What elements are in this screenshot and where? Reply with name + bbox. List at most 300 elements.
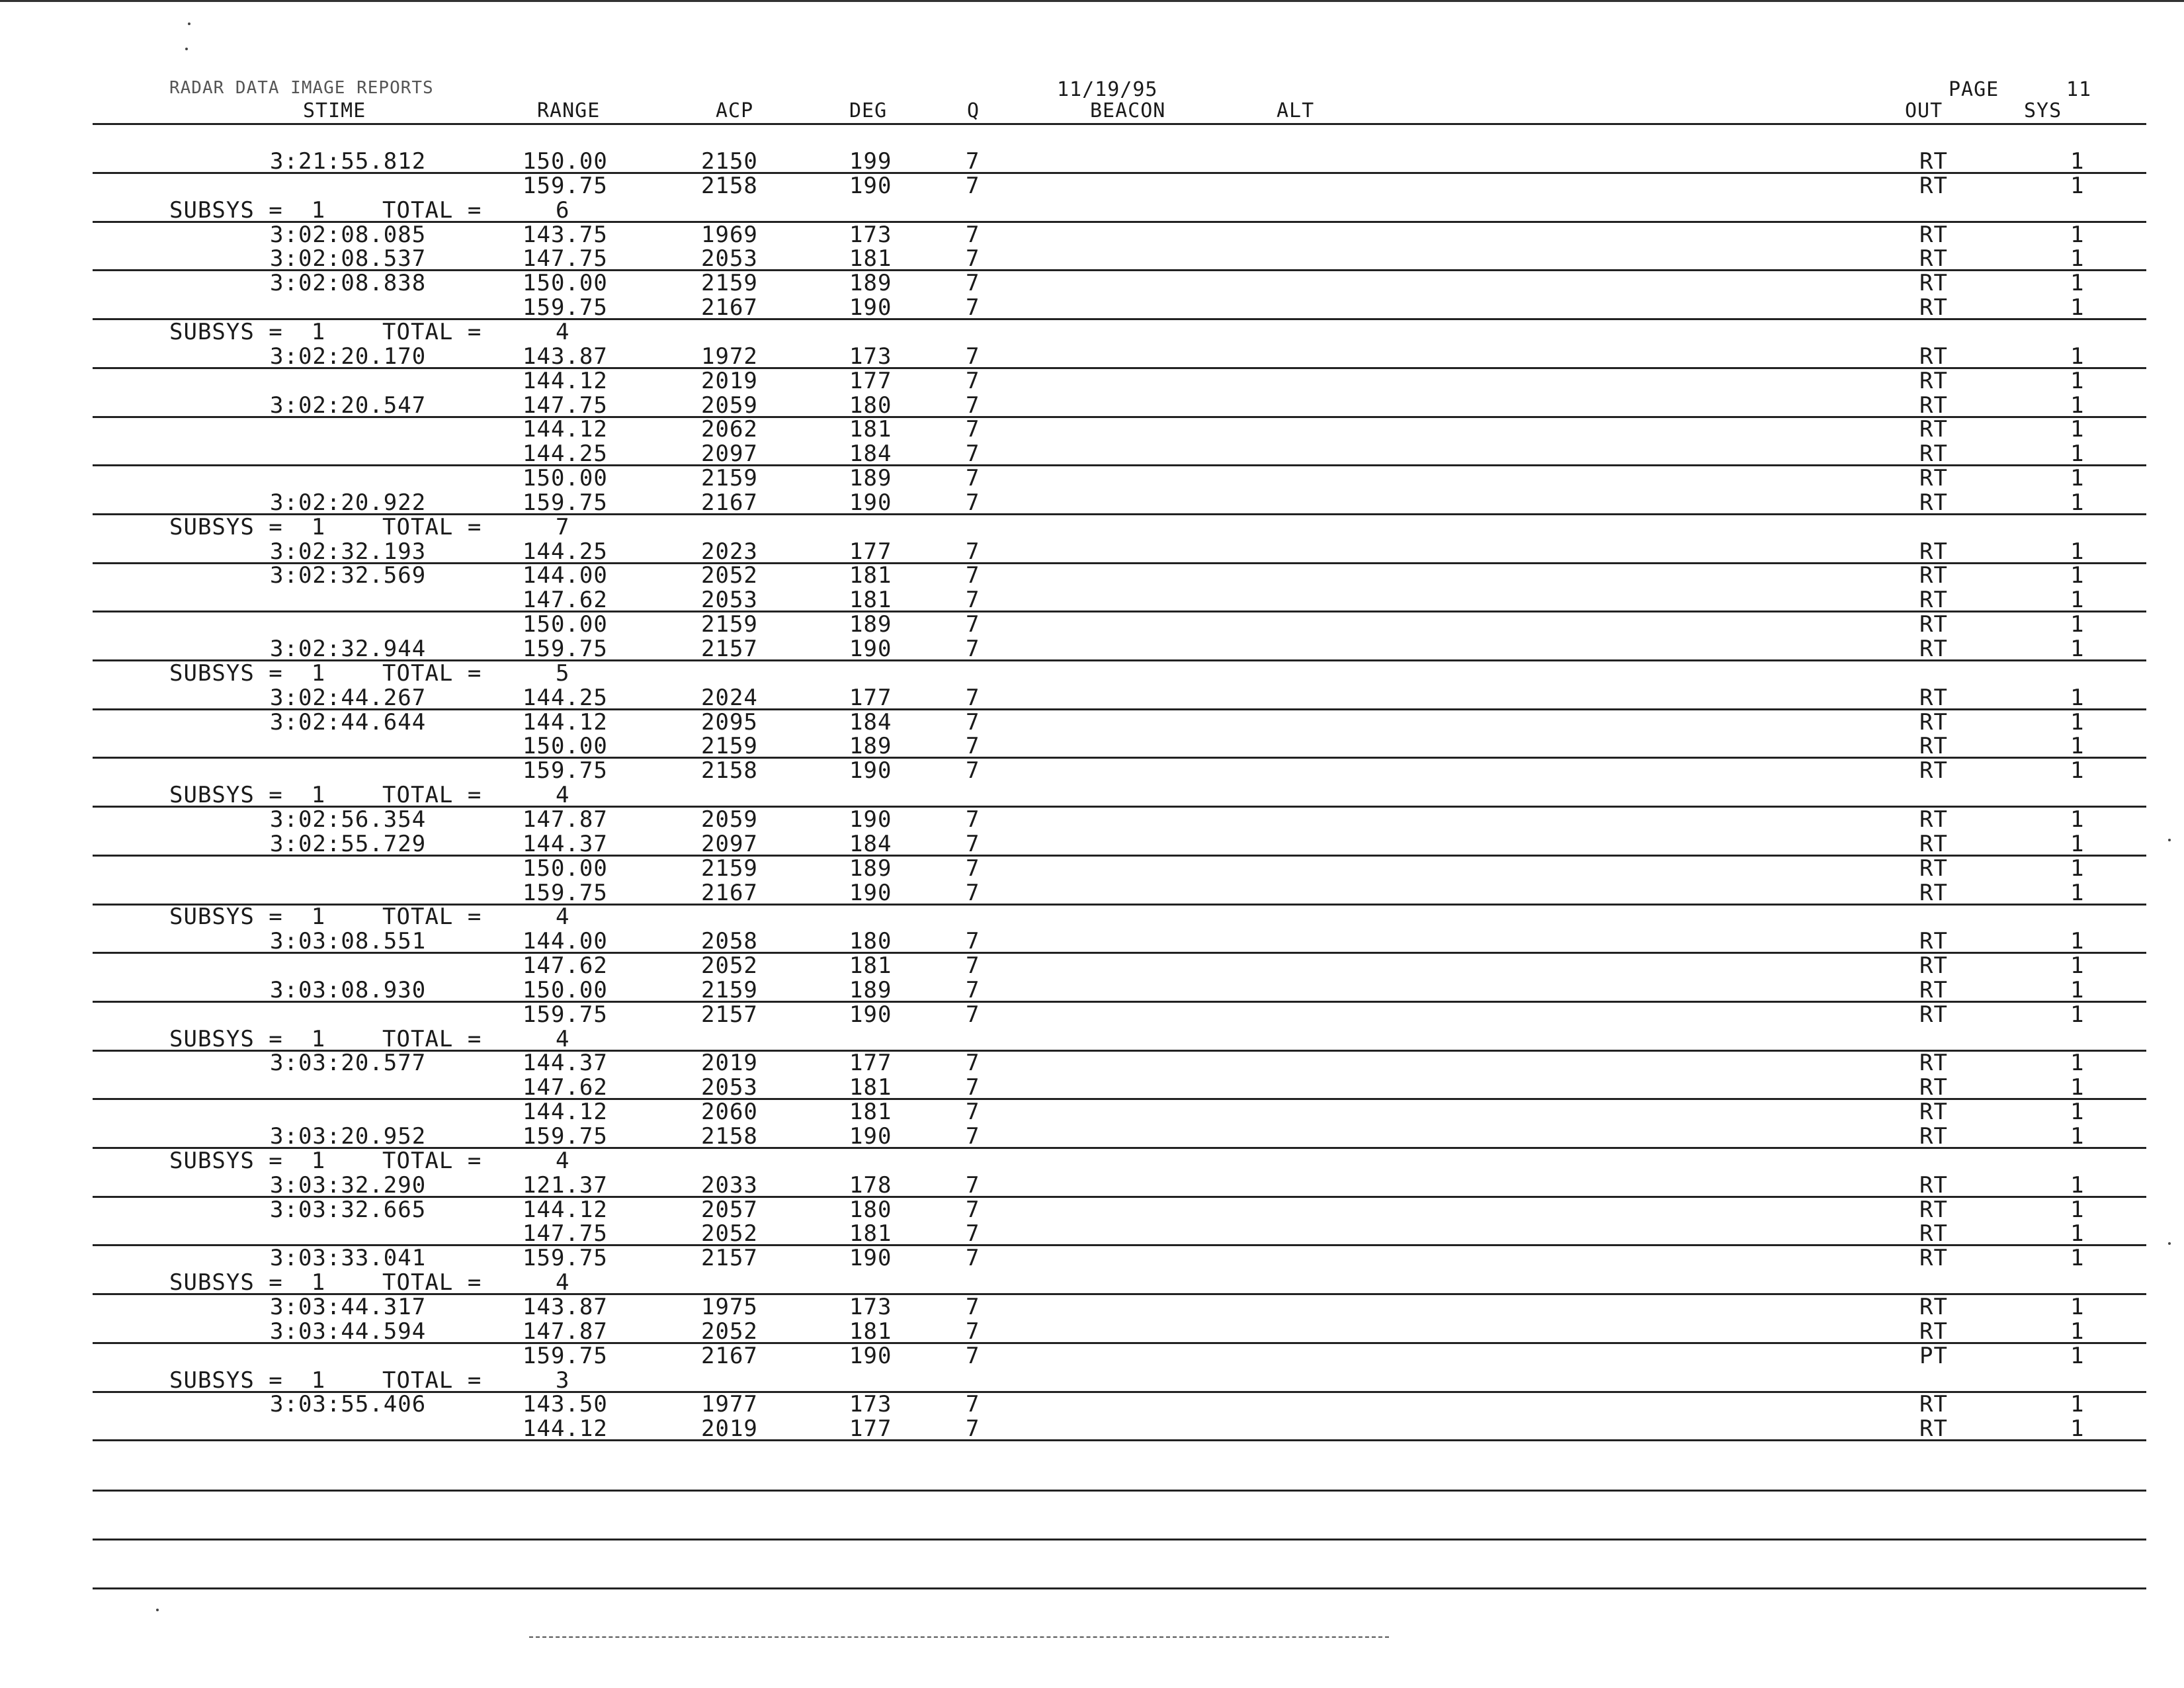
subsys-total: 3 bbox=[556, 1367, 570, 1394]
acp-cell: 1969 bbox=[701, 222, 758, 248]
acp-cell: 2057 bbox=[701, 1197, 758, 1223]
out-cell: RT bbox=[1919, 368, 1948, 394]
deg-cell: 190 bbox=[849, 1123, 892, 1150]
q-cell: 7 bbox=[966, 1245, 980, 1271]
range-cell: 159.75 bbox=[523, 1245, 608, 1271]
q-cell: 7 bbox=[966, 806, 980, 833]
q-cell: 7 bbox=[966, 880, 980, 906]
q-cell: 7 bbox=[966, 1343, 980, 1369]
blank-rule bbox=[93, 1587, 2146, 1589]
range-cell: 144.12 bbox=[523, 1197, 608, 1223]
deg-cell: 189 bbox=[849, 270, 892, 296]
q-cell: 7 bbox=[966, 611, 980, 638]
deg-cell: 181 bbox=[849, 416, 892, 443]
range-cell: 150.00 bbox=[523, 465, 608, 491]
deg-cell: 190 bbox=[849, 757, 892, 784]
range-cell: 159.75 bbox=[523, 294, 608, 321]
scan-speck bbox=[2168, 1242, 2171, 1245]
row-rule bbox=[93, 1001, 2146, 1003]
blank-rule bbox=[93, 1490, 2146, 1492]
acp-cell: 2167 bbox=[701, 880, 758, 906]
subsys-label: SUBSYS = 1 TOTAL = bbox=[169, 904, 482, 930]
range-cell: 144.12 bbox=[523, 709, 608, 736]
acp-cell: 1975 bbox=[701, 1294, 758, 1320]
stime-cell: 3:03:44.594 bbox=[270, 1318, 427, 1345]
range-cell: 159.75 bbox=[523, 757, 608, 784]
q-cell: 7 bbox=[966, 173, 980, 199]
sys-cell: 1 bbox=[2070, 928, 2085, 954]
sys-cell: 1 bbox=[2070, 880, 2085, 906]
subsys-total: 4 bbox=[556, 782, 570, 808]
acp-cell: 2052 bbox=[701, 562, 758, 589]
sys-cell: 1 bbox=[2070, 441, 2085, 467]
sys-cell: 1 bbox=[2070, 294, 2085, 321]
range-cell: 147.75 bbox=[523, 1220, 608, 1247]
blank-rule bbox=[93, 1539, 2146, 1540]
q-cell: 7 bbox=[966, 562, 980, 589]
sys-cell: 1 bbox=[2070, 1172, 2085, 1199]
q-cell: 7 bbox=[966, 1074, 980, 1101]
q-cell: 7 bbox=[966, 489, 980, 516]
subsys-label: SUBSYS = 1 TOTAL = bbox=[169, 1026, 482, 1052]
range-cell: 150.00 bbox=[523, 977, 608, 1003]
out-cell: RT bbox=[1919, 928, 1948, 954]
subsys-label: SUBSYS = 1 TOTAL = bbox=[169, 319, 482, 345]
range-cell: 147.62 bbox=[523, 1074, 608, 1101]
deg-cell: 189 bbox=[849, 855, 892, 882]
sys-cell: 1 bbox=[2070, 270, 2085, 296]
deg-cell: 181 bbox=[849, 245, 892, 272]
subsys-total: 4 bbox=[556, 904, 570, 930]
out-cell: PT bbox=[1919, 1343, 1948, 1369]
subsys-label: SUBSYS = 1 TOTAL = bbox=[169, 782, 482, 808]
deg-cell: 184 bbox=[849, 441, 892, 467]
out-cell: RT bbox=[1919, 1294, 1948, 1320]
stime-cell: 3:02:44.644 bbox=[270, 709, 427, 736]
row-rule bbox=[93, 855, 2146, 857]
range-cell: 150.00 bbox=[523, 611, 608, 638]
acp-cell: 2023 bbox=[701, 538, 758, 565]
out-cell: RT bbox=[1919, 1391, 1948, 1417]
q-cell: 7 bbox=[966, 294, 980, 321]
acp-cell: 2033 bbox=[701, 1172, 758, 1199]
sys-cell: 1 bbox=[2070, 148, 2085, 175]
subsys-label: SUBSYS = 1 TOTAL = bbox=[169, 660, 482, 687]
out-cell: RT bbox=[1919, 952, 1948, 979]
range-cell: 144.37 bbox=[523, 831, 608, 857]
acp-cell: 2157 bbox=[701, 1001, 758, 1028]
q-cell: 7 bbox=[966, 1050, 980, 1076]
sys-cell: 1 bbox=[2070, 1220, 2085, 1247]
row-rule bbox=[93, 1098, 2146, 1100]
torn-rule bbox=[529, 1636, 1389, 1638]
stime-cell: 3:03:20.952 bbox=[270, 1123, 427, 1150]
out-cell: RT bbox=[1919, 685, 1948, 711]
range-cell: 143.87 bbox=[523, 1294, 608, 1320]
range-cell: 150.00 bbox=[523, 148, 608, 175]
sys-cell: 1 bbox=[2070, 855, 2085, 882]
q-cell: 7 bbox=[966, 1391, 980, 1417]
sys-cell: 1 bbox=[2070, 368, 2085, 394]
acp-cell: 2053 bbox=[701, 1074, 758, 1101]
q-cell: 7 bbox=[966, 1294, 980, 1320]
q-cell: 7 bbox=[966, 1415, 980, 1442]
out-cell: RT bbox=[1919, 1318, 1948, 1345]
acp-cell: 2167 bbox=[701, 1343, 758, 1369]
sys-cell: 1 bbox=[2070, 611, 2085, 638]
deg-cell: 180 bbox=[849, 1197, 892, 1223]
out-cell: RT bbox=[1919, 636, 1948, 662]
sys-cell: 1 bbox=[2070, 1294, 2085, 1320]
sys-cell: 1 bbox=[2070, 1099, 2085, 1125]
range-cell: 150.00 bbox=[523, 270, 608, 296]
stime-cell: 3:02:20.170 bbox=[270, 343, 427, 370]
stime-cell: 3:02:32.193 bbox=[270, 538, 427, 565]
out-cell: RT bbox=[1919, 538, 1948, 565]
subsys-label: SUBSYS = 1 TOTAL = bbox=[169, 514, 482, 540]
acp-cell: 2150 bbox=[701, 148, 758, 175]
out-cell: RT bbox=[1919, 173, 1948, 199]
q-cell: 7 bbox=[966, 587, 980, 613]
stime-cell: 3:03:33.041 bbox=[270, 1245, 427, 1271]
deg-cell: 181 bbox=[849, 1099, 892, 1125]
out-cell: RT bbox=[1919, 1245, 1948, 1271]
deg-cell: 180 bbox=[849, 928, 892, 954]
out-cell: RT bbox=[1919, 831, 1948, 857]
deg-cell: 173 bbox=[849, 222, 892, 248]
range-cell: 147.75 bbox=[523, 392, 608, 419]
range-cell: 144.12 bbox=[523, 416, 608, 443]
out-cell: RT bbox=[1919, 294, 1948, 321]
acp-cell: 1972 bbox=[701, 343, 758, 370]
range-cell: 144.25 bbox=[523, 538, 608, 565]
deg-cell: 177 bbox=[849, 538, 892, 565]
stime-cell: 3:21:55.812 bbox=[270, 148, 427, 175]
sys-cell: 1 bbox=[2070, 465, 2085, 491]
deg-cell: 199 bbox=[849, 148, 892, 175]
range-cell: 144.37 bbox=[523, 1050, 608, 1076]
deg-cell: 189 bbox=[849, 977, 892, 1003]
sys-cell: 1 bbox=[2070, 685, 2085, 711]
acp-cell: 2052 bbox=[701, 952, 758, 979]
acp-cell: 2159 bbox=[701, 855, 758, 882]
range-cell: 144.12 bbox=[523, 1099, 608, 1125]
col-header-q: Q bbox=[967, 99, 980, 122]
q-cell: 7 bbox=[966, 636, 980, 662]
sys-cell: 1 bbox=[2070, 1318, 2085, 1345]
deg-cell: 190 bbox=[849, 806, 892, 833]
acp-cell: 2059 bbox=[701, 806, 758, 833]
deg-cell: 180 bbox=[849, 392, 892, 419]
range-cell: 144.00 bbox=[523, 928, 608, 954]
out-cell: RT bbox=[1919, 562, 1948, 589]
deg-cell: 189 bbox=[849, 733, 892, 759]
sys-cell: 1 bbox=[2070, 587, 2085, 613]
acp-cell: 2167 bbox=[701, 294, 758, 321]
acp-cell: 2052 bbox=[701, 1318, 758, 1345]
stime-cell: 3:02:08.537 bbox=[270, 245, 427, 272]
scan-speck bbox=[2168, 839, 2171, 841]
acp-cell: 2159 bbox=[701, 270, 758, 296]
stime-cell: 3:02:08.085 bbox=[270, 222, 427, 248]
col-header-range: RANGE bbox=[537, 99, 601, 122]
acp-cell: 2095 bbox=[701, 709, 758, 736]
out-cell: RT bbox=[1919, 343, 1948, 370]
page-top-edge bbox=[0, 0, 2184, 2]
q-cell: 7 bbox=[966, 538, 980, 565]
q-cell: 7 bbox=[966, 1001, 980, 1028]
sys-cell: 1 bbox=[2070, 1050, 2085, 1076]
acp-cell: 1977 bbox=[701, 1391, 758, 1417]
acp-cell: 2024 bbox=[701, 685, 758, 711]
q-cell: 7 bbox=[966, 343, 980, 370]
col-header-sys: SYS bbox=[2024, 99, 2062, 122]
deg-cell: 190 bbox=[849, 1245, 892, 1271]
subsys-total: 5 bbox=[556, 660, 570, 687]
row-rule bbox=[93, 367, 2146, 369]
out-cell: RT bbox=[1919, 1220, 1948, 1247]
deg-cell: 181 bbox=[849, 587, 892, 613]
out-cell: RT bbox=[1919, 880, 1948, 906]
stime-cell: 3:03:32.665 bbox=[270, 1197, 427, 1223]
stime-cell: 3:03:44.317 bbox=[270, 1294, 427, 1320]
deg-cell: 184 bbox=[849, 831, 892, 857]
range-cell: 159.75 bbox=[523, 636, 608, 662]
sys-cell: 1 bbox=[2070, 1245, 2085, 1271]
deg-cell: 190 bbox=[849, 173, 892, 199]
row-rule bbox=[93, 464, 2146, 466]
stime-cell: 3:03:08.551 bbox=[270, 928, 427, 954]
q-cell: 7 bbox=[966, 441, 980, 467]
acp-cell: 2019 bbox=[701, 1050, 758, 1076]
acp-cell: 2097 bbox=[701, 831, 758, 857]
row-rule bbox=[93, 952, 2146, 954]
range-cell: 159.75 bbox=[523, 1001, 608, 1028]
acp-cell: 2097 bbox=[701, 441, 758, 467]
sys-cell: 1 bbox=[2070, 1123, 2085, 1150]
row-rule bbox=[93, 611, 2146, 612]
q-cell: 7 bbox=[966, 977, 980, 1003]
q-cell: 7 bbox=[966, 270, 980, 296]
deg-cell: 190 bbox=[849, 1001, 892, 1028]
stime-cell: 3:03:55.406 bbox=[270, 1391, 427, 1417]
row-rule bbox=[93, 1342, 2146, 1344]
subsys-total: 4 bbox=[556, 1269, 570, 1296]
sys-cell: 1 bbox=[2070, 489, 2085, 516]
acp-cell: 2019 bbox=[701, 368, 758, 394]
out-cell: RT bbox=[1919, 441, 1948, 467]
col-header-stime: STIME bbox=[303, 99, 366, 122]
scan-speck bbox=[156, 1609, 159, 1611]
q-cell: 7 bbox=[966, 1172, 980, 1199]
out-cell: RT bbox=[1919, 1172, 1948, 1199]
sys-cell: 1 bbox=[2070, 1001, 2085, 1028]
stime-cell: 3:02:56.354 bbox=[270, 806, 427, 833]
q-cell: 7 bbox=[966, 709, 980, 736]
stime-cell: 3:02:55.729 bbox=[270, 831, 427, 857]
q-cell: 7 bbox=[966, 952, 980, 979]
q-cell: 7 bbox=[966, 368, 980, 394]
sys-cell: 1 bbox=[2070, 416, 2085, 443]
q-cell: 7 bbox=[966, 465, 980, 491]
out-cell: RT bbox=[1919, 977, 1948, 1003]
q-cell: 7 bbox=[966, 148, 980, 175]
sys-cell: 1 bbox=[2070, 1197, 2085, 1223]
sys-cell: 1 bbox=[2070, 222, 2085, 248]
q-cell: 7 bbox=[966, 1220, 980, 1247]
deg-cell: 177 bbox=[849, 368, 892, 394]
col-header-deg: DEG bbox=[849, 99, 888, 122]
header-rule bbox=[93, 123, 2146, 125]
q-cell: 7 bbox=[966, 831, 980, 857]
stime-cell: 3:02:32.569 bbox=[270, 562, 427, 589]
out-cell: RT bbox=[1919, 489, 1948, 516]
subsys-total: 4 bbox=[556, 1026, 570, 1052]
page-label: PAGE bbox=[1949, 78, 1999, 101]
out-cell: RT bbox=[1919, 611, 1948, 638]
out-cell: RT bbox=[1919, 757, 1948, 784]
acp-cell: 2158 bbox=[701, 757, 758, 784]
subsys-total: 4 bbox=[556, 319, 570, 345]
sys-cell: 1 bbox=[2070, 1415, 2085, 1442]
row-rule bbox=[93, 172, 2146, 174]
stime-cell: 3:03:20.577 bbox=[270, 1050, 427, 1076]
range-cell: 147.62 bbox=[523, 952, 608, 979]
acp-cell: 2159 bbox=[701, 733, 758, 759]
acp-cell: 2159 bbox=[701, 977, 758, 1003]
scan-speck bbox=[185, 48, 188, 50]
range-cell: 159.75 bbox=[523, 880, 608, 906]
deg-cell: 181 bbox=[849, 952, 892, 979]
out-cell: RT bbox=[1919, 222, 1948, 248]
row-rule bbox=[93, 416, 2146, 418]
deg-cell: 177 bbox=[849, 1050, 892, 1076]
acp-cell: 2060 bbox=[701, 1099, 758, 1125]
sys-cell: 1 bbox=[2070, 636, 2085, 662]
range-cell: 159.75 bbox=[523, 1123, 608, 1150]
range-cell: 144.12 bbox=[523, 368, 608, 394]
stime-cell: 3:02:08.838 bbox=[270, 270, 427, 296]
q-cell: 7 bbox=[966, 733, 980, 759]
subsys-label: SUBSYS = 1 TOTAL = bbox=[169, 1148, 482, 1174]
out-cell: RT bbox=[1919, 855, 1948, 882]
deg-cell: 178 bbox=[849, 1172, 892, 1199]
range-cell: 143.87 bbox=[523, 343, 608, 370]
out-cell: RT bbox=[1919, 1197, 1948, 1223]
out-cell: RT bbox=[1919, 416, 1948, 443]
out-cell: RT bbox=[1919, 1074, 1948, 1101]
subsys-label: SUBSYS = 1 TOTAL = bbox=[169, 197, 482, 224]
deg-cell: 177 bbox=[849, 1415, 892, 1442]
range-cell: 147.75 bbox=[523, 245, 608, 272]
deg-cell: 189 bbox=[849, 465, 892, 491]
deg-cell: 181 bbox=[849, 1220, 892, 1247]
out-cell: RT bbox=[1919, 1001, 1948, 1028]
sys-cell: 1 bbox=[2070, 831, 2085, 857]
range-cell: 159.75 bbox=[523, 173, 608, 199]
deg-cell: 190 bbox=[849, 880, 892, 906]
q-cell: 7 bbox=[966, 222, 980, 248]
deg-cell: 177 bbox=[849, 685, 892, 711]
col-header-alt: ALT bbox=[1277, 99, 1315, 122]
subsys-total: 4 bbox=[556, 1148, 570, 1174]
q-cell: 7 bbox=[966, 855, 980, 882]
acp-cell: 2159 bbox=[701, 611, 758, 638]
acp-cell: 2158 bbox=[701, 173, 758, 199]
stime-cell: 3:02:32.944 bbox=[270, 636, 427, 662]
range-cell: 144.12 bbox=[523, 1415, 608, 1442]
acp-cell: 2019 bbox=[701, 1415, 758, 1442]
deg-cell: 181 bbox=[849, 1074, 892, 1101]
deg-cell: 190 bbox=[849, 636, 892, 662]
report-title: RADAR DATA IMAGE REPORTS bbox=[169, 78, 434, 98]
subsys-label: SUBSYS = 1 TOTAL = bbox=[169, 1367, 482, 1394]
deg-cell: 189 bbox=[849, 611, 892, 638]
range-cell: 159.75 bbox=[523, 1343, 608, 1369]
scan-speck bbox=[188, 22, 190, 25]
out-cell: RT bbox=[1919, 1415, 1948, 1442]
page-number: 11 bbox=[2066, 78, 2092, 101]
out-cell: RT bbox=[1919, 1123, 1948, 1150]
acp-cell: 2157 bbox=[701, 1245, 758, 1271]
range-cell: 143.75 bbox=[523, 222, 608, 248]
deg-cell: 190 bbox=[849, 294, 892, 321]
stime-cell: 3:02:20.547 bbox=[270, 392, 427, 419]
sys-cell: 1 bbox=[2070, 806, 2085, 833]
sys-cell: 1 bbox=[2070, 245, 2085, 272]
deg-cell: 190 bbox=[849, 1343, 892, 1369]
sys-cell: 1 bbox=[2070, 952, 2085, 979]
acp-cell: 2053 bbox=[701, 245, 758, 272]
sys-cell: 1 bbox=[2070, 977, 2085, 1003]
range-cell: 150.00 bbox=[523, 733, 608, 759]
range-cell: 144.25 bbox=[523, 685, 608, 711]
stime-cell: 3:03:08.930 bbox=[270, 977, 427, 1003]
out-cell: RT bbox=[1919, 270, 1948, 296]
range-cell: 121.37 bbox=[523, 1172, 608, 1199]
out-cell: RT bbox=[1919, 806, 1948, 833]
q-cell: 7 bbox=[966, 245, 980, 272]
sys-cell: 1 bbox=[2070, 709, 2085, 736]
range-cell: 144.25 bbox=[523, 441, 608, 467]
sys-cell: 1 bbox=[2070, 173, 2085, 199]
q-cell: 7 bbox=[966, 685, 980, 711]
row-rule bbox=[93, 757, 2146, 759]
out-cell: RT bbox=[1919, 733, 1948, 759]
sys-cell: 1 bbox=[2070, 392, 2085, 419]
acp-cell: 2062 bbox=[701, 416, 758, 443]
acp-cell: 2059 bbox=[701, 392, 758, 419]
acp-cell: 2058 bbox=[701, 928, 758, 954]
subsys-label: SUBSYS = 1 TOTAL = bbox=[169, 1269, 482, 1296]
sys-cell: 1 bbox=[2070, 757, 2085, 784]
sys-cell: 1 bbox=[2070, 538, 2085, 565]
row-rule bbox=[93, 1439, 2146, 1441]
out-cell: RT bbox=[1919, 392, 1948, 419]
q-cell: 7 bbox=[966, 1099, 980, 1125]
acp-cell: 2158 bbox=[701, 1123, 758, 1150]
range-cell: 144.00 bbox=[523, 562, 608, 589]
q-cell: 7 bbox=[966, 416, 980, 443]
q-cell: 7 bbox=[966, 757, 980, 784]
deg-cell: 181 bbox=[849, 1318, 892, 1345]
deg-cell: 184 bbox=[849, 709, 892, 736]
q-cell: 7 bbox=[966, 1123, 980, 1150]
sys-cell: 1 bbox=[2070, 1343, 2085, 1369]
acp-cell: 2053 bbox=[701, 587, 758, 613]
deg-cell: 173 bbox=[849, 1294, 892, 1320]
acp-cell: 2167 bbox=[701, 489, 758, 516]
